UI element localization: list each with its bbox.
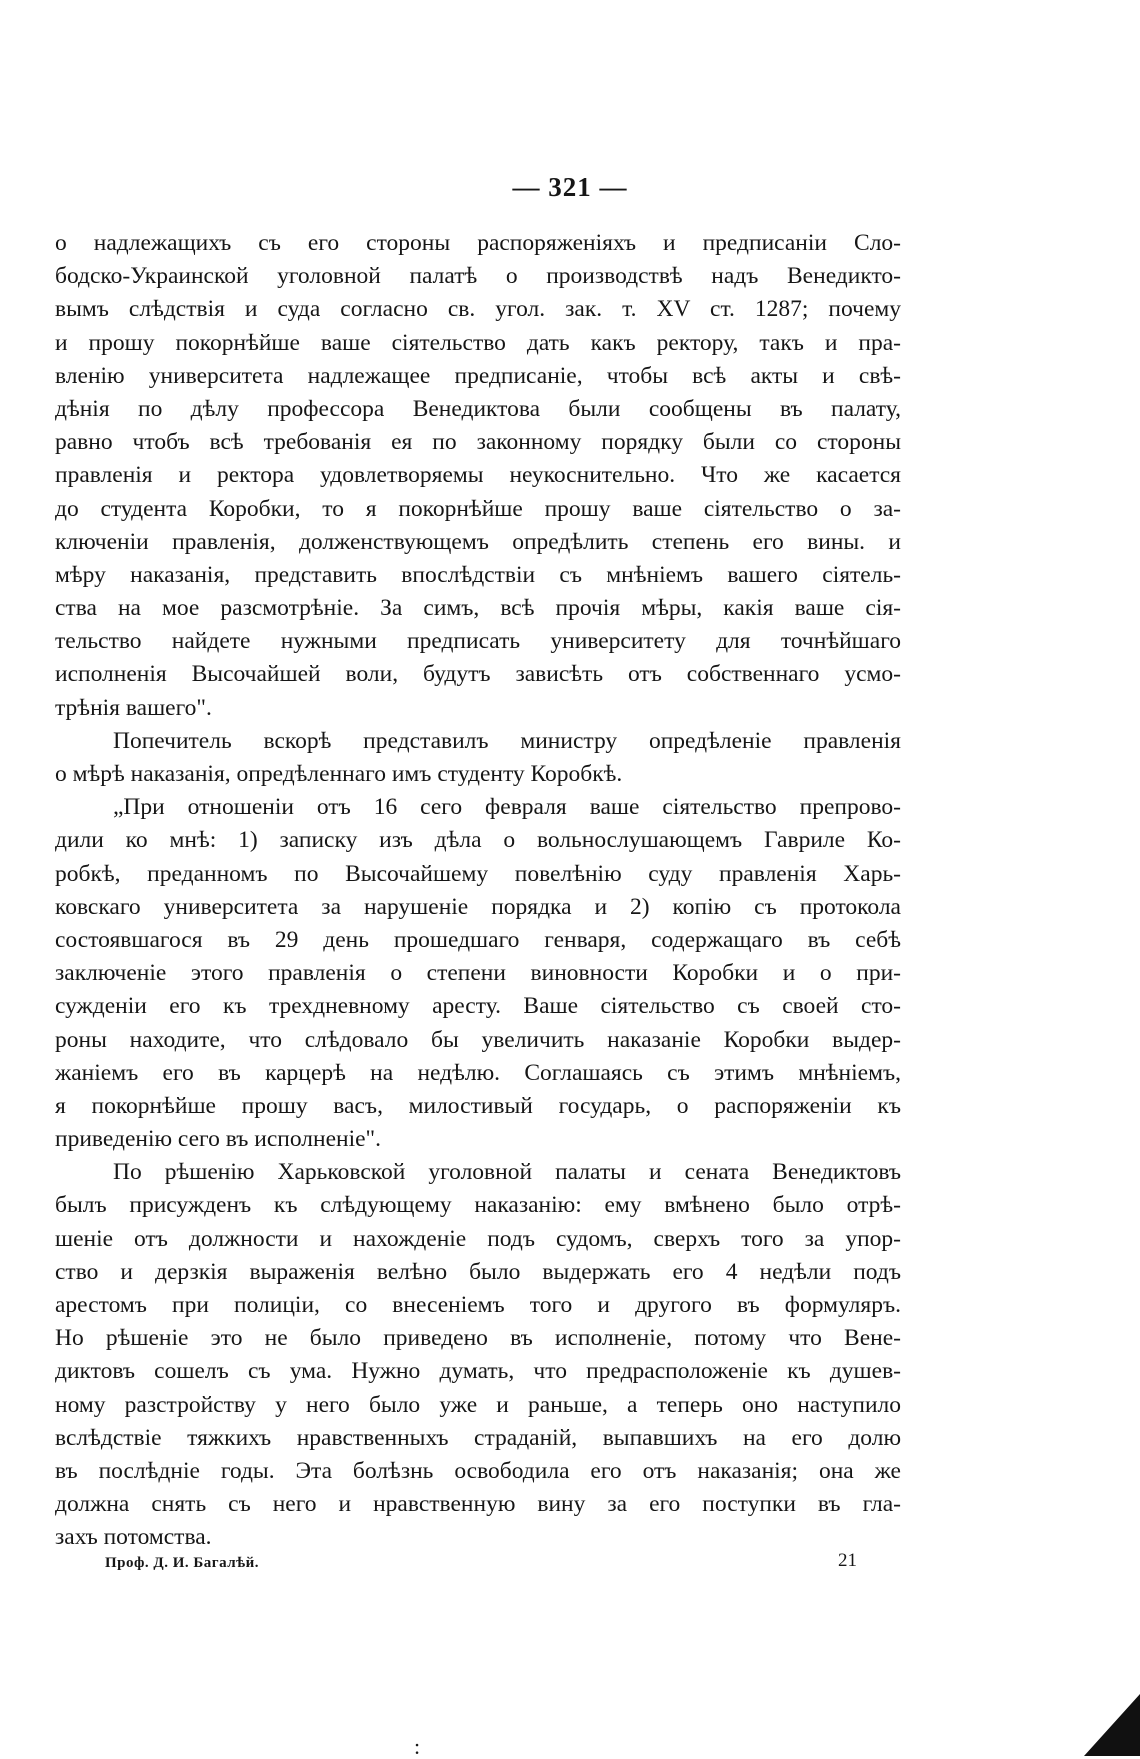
text-line: жаніемъ его въ карцерѣ на недѣлю. Соглашаясь съ этимъ мнѣніемъ, [55,1059,901,1086]
text-line: должна снять съ него и нравственную вину за его поступки въ гла- [55,1491,901,1518]
text-line: арестомъ при полиціи, со внесеніемъ того и другого въ формуляръ. [55,1292,901,1318]
text-line: По рѣшенію Харьковской уголовной палаты и сената Венедиктовъ [113,1159,901,1186]
text-line: шеніе отъ должности и нахожденіе подъ судомъ, сверхъ того за упор- [55,1225,901,1252]
text-line: тельство найдете нужными предписать университету для точнѣйшаго [55,628,901,655]
text-line: ключеніи правленія, долженствующемъ опредѣлить степень его вины. и [55,528,901,555]
text-line: вслѣдствіе тяжкихъ нравственныхъ страданій, выпавшихъ на его долю [55,1424,901,1451]
text-line: вленію университета надлежащее предписаніе, чтобы всѣ акты и свѣ- [55,362,901,389]
footer-author: Проф. Д. И. Багалѣй. [105,1555,260,1571]
text-line: ство и дерзкія выраженія велѣно было выдержать его 4 недѣли подъ [55,1258,901,1285]
text-line: дили ко мнѣ: 1) записку изъ дѣла о вольнослушающемъ Гавриле Ко- [55,827,901,854]
text-line: о мѣрѣ наказанія, опредѣленнаго имъ студенту Коробкѣ. [55,761,623,787]
text-line: приведенію сего въ исполненіе". [55,1126,382,1153]
text-line: диктовъ сошелъ съ ума. Нужно думать, что предрасположеніе къ душев- [55,1358,901,1385]
text-line: въ послѣдніе годы. Эта болѣзнь освободила его отъ наказанія; она же [55,1457,901,1484]
text-line: роны находите, что слѣдовало бы увеличить наказаніе Коробки выдер- [55,1026,901,1053]
text-line: равно чтобъ всѣ требованія ея по законному порядку были со стороны [55,429,901,456]
body-text [55,227,901,1555]
text-line: мѣру наказанія, представить впослѣдствіи съ мнѣніемъ вашего сіятель- [55,561,901,588]
text-line: правленія и ректора удовлетворяемы неукоснительно. Что же касается [55,462,901,489]
text-line: бодско-Украинской уголовной палатѣ о производствѣ надъ Венедикто- [55,263,901,290]
text-line: заключеніе этого правленія о степени виновности Коробки и о при- [55,960,901,987]
text-line: до студента Коробки, то я покорнѣйше прошу ваше сіятельство о за- [55,495,901,522]
text-line: ковскаго университета за нарушеніе порядка и 2) копію съ протокола [55,893,901,920]
page-corner-icon [1084,1694,1140,1756]
text-line: вымъ слѣдствія и суда согласно св. угол. зак. т. XV ст. 1287; почему [55,296,901,323]
text-line: трѣнія вашего". [55,694,212,721]
page-number: — 321 — [512,172,628,202]
text-line: исполненія Высочайшей воли, будутъ зависѣть отъ собственнаго усмо- [55,661,901,688]
signature-mark: 21 [838,1550,857,1571]
text-line: ному разстройству у него было уже и раньше, а теперь оно наступило [55,1391,901,1418]
text-line: и прошу покорнѣйше ваше сіятельство дать какъ ректору, такъ и пра- [55,329,901,356]
stray-mark: : [414,1734,421,1759]
text-line: состоявшагося въ 29 день прошедшаго генваря, содержащаго въ себѣ [55,926,901,953]
text-line: Но рѣшеніе это не было приведено въ исполненіе, потому что Вене- [55,1325,901,1352]
text-line: дѣнія по дѣлу профессора Венедиктова были сообщены въ палату, [55,395,901,422]
text-line: захъ потомства. [55,1524,212,1551]
text-line: Попечитель вскорѣ представилъ министру опредѣленіе правленія [113,727,901,754]
text-line: ства на мое разсмотрѣніе. За симъ, всѣ прочія мѣры, какія ваше сія- [55,595,901,622]
text-line: о надлежащихъ съ его стороны распоряженіяхъ и предписаніи Сло- [55,230,901,256]
text-line: былъ присужденъ къ слѣдующему наказанію: ему вмѣнено было отрѣ- [55,1192,901,1219]
text-line: сужденіи его къ трехдневному аресту. Ваше сіятельство съ своей сто- [55,993,901,1020]
text-line: робкѣ, преданномъ по Высочайшему повелѣнію суду правленія Харь- [55,860,901,887]
text-line: я покорнѣйше прошу васъ, милостивый государь, о распоряженіи къ [55,1092,901,1119]
text-line: „При отношеніи отъ 16 сего февраля ваше сіятельство препрово- [113,794,901,821]
